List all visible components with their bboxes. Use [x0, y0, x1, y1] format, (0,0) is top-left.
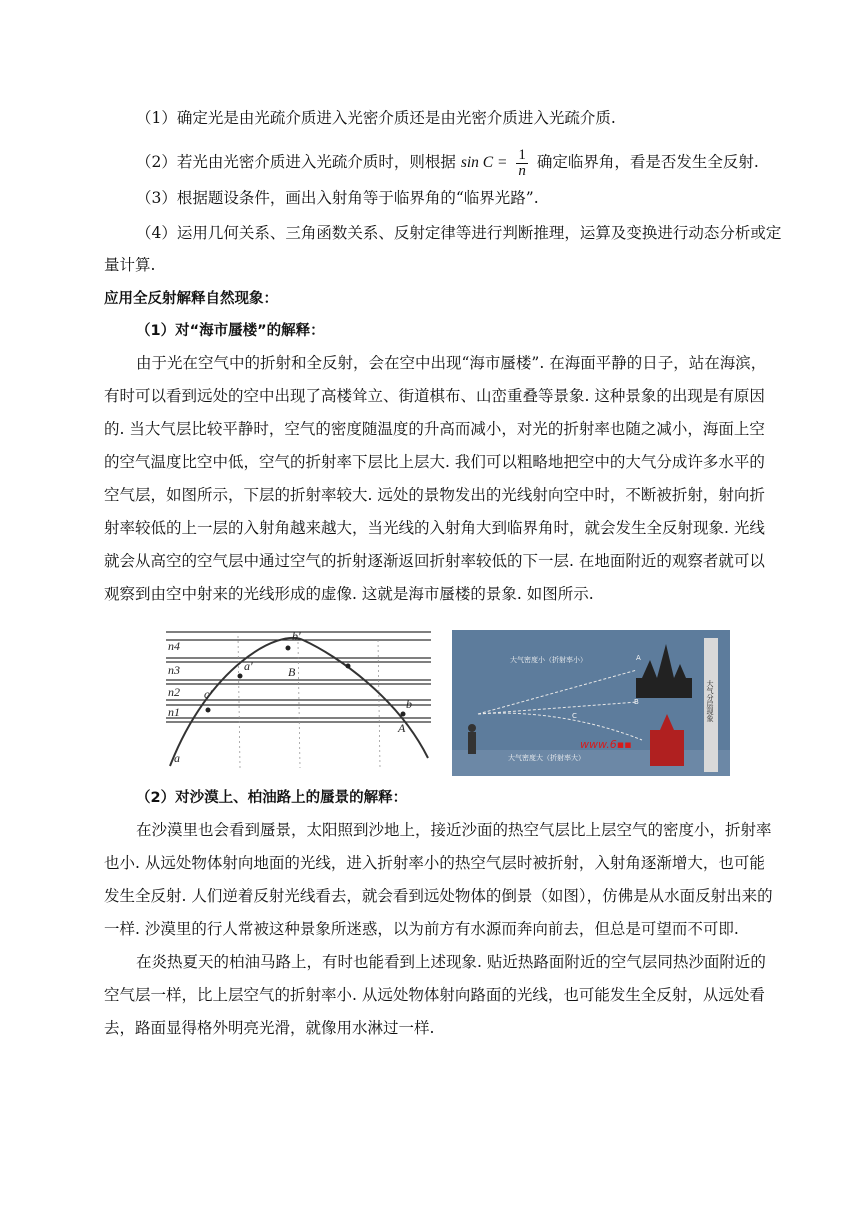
point-label: b — [406, 697, 412, 711]
mirage-illustration — [452, 630, 730, 776]
paragraph-line: 空气层，如图所示，下层的折射率较大. 远处的景物发出的光线射向空中时，不断被折射，射向折 — [104, 486, 765, 504]
paragraph-line: 的. 当大气层比较平静时，空气的密度随温度的升高而减小，对光的折射率也随之减小，海面上空 — [104, 420, 765, 438]
sine-formula: sin C = — [460, 154, 508, 171]
step-3: （3）根据题设条件，画出入射角等于临界角的“临界光路”. — [136, 189, 539, 207]
point-label: b' — [292, 629, 301, 643]
observer-icon — [468, 724, 476, 754]
step-4-line-2: 量计算. — [104, 256, 156, 274]
point-label: B — [634, 698, 639, 706]
point-label: A — [636, 654, 641, 662]
paragraph-line: 空气层一样，比上层空气的折射率小. 从远处物体射向路面的光线，也可能发生全反射，从远处看 — [104, 986, 765, 1004]
paragraph-line: 由于光在空气中的折射和全反射，会在空中出现“海市蜃楼”. 在海面平静的日子，站在海滨， — [136, 354, 767, 372]
step-2-text: （2）若光由光密介质进入光疏介质时，则根据 — [136, 153, 456, 171]
paragraph-line: 一样. 沙漠里的行人常被这种景象所迷惑，以为前方有水源而奔向前去，但总是可望而不可即. — [104, 920, 739, 938]
paragraph-line: 在炎热夏天的柏油马路上，有时也能看到上述现象. 贴近热路面附近的空气层同热沙面附近的 — [136, 953, 766, 971]
subheading-desert-mirage: （2）对沙漠上、柏油路上的蜃景的解释： — [136, 790, 408, 806]
paragraph-line: 去，路面显得格外明亮光滑，就像用水淋过一样. — [104, 1019, 435, 1037]
point-label: a — [174, 751, 180, 765]
refraction-layers-diagram — [148, 628, 438, 774]
fraction-numerator: 1 — [518, 146, 526, 163]
point-label: A — [398, 721, 406, 735]
point-label: c' — [204, 687, 212, 701]
step-1: （1）确定光是由光疏介质进入光密介质还是由光密介质进入光疏介质. — [136, 109, 616, 127]
fraction — [516, 148, 528, 179]
layer-label-n3: n3 — [168, 663, 180, 677]
watermark: www.6▪▪ — [580, 738, 632, 751]
bottom-label: 大气密度大（折射率大） — [508, 754, 585, 762]
layer-label-n1: n1 — [168, 705, 180, 719]
paragraph-line: 的空气温度比空中低，空气的折射率下层比上层大. 我们可以粗略地把空中的大气分成许多水平的 — [104, 453, 765, 471]
section-heading: 应用全反射解释自然现象： — [104, 291, 278, 307]
step-4-line-1: （4）运用几何关系、三角函数关系、反射定律等进行判断推理，运算及变换进行动态分析或定 — [136, 224, 782, 242]
layer-label-n4: n4 — [168, 639, 180, 653]
point-label: C — [572, 712, 577, 720]
paragraph-line: 就会从高空的空气层中通过空气的折射逐渐返回折射率较低的下一层. 在地面附近的观察者就可以 — [104, 552, 765, 570]
paragraph-line: 在沙漠里也会看到蜃景，太阳照到沙地上，接近沙面的热空气层比上层空气的密度小，折射率 — [136, 821, 772, 839]
subheading-mirage: （1）对“海市蜃楼”的解释： — [136, 323, 325, 339]
paragraph-line: 射率较低的上一层的入射角越来越大，当光线的入射角大到临界角时，就会发生全反射现象. 光线 — [104, 519, 765, 537]
paragraph-line: 发生全反射. 人们逆着反射光线看去，就会看到远处物体的倒景（如图），仿佛是从水面反射出来的 — [104, 887, 773, 905]
fraction-denominator: n — [518, 162, 526, 179]
point-label: a' — [244, 659, 253, 673]
top-label: 大气密度小（折射率小） — [510, 656, 587, 664]
paragraph-line: 观察到由空中射来的光线形成的虚像. 这就是海市蜃楼的景象. 如图所示. — [104, 585, 594, 603]
paragraph-line: 也小. 从远处物体射向地面的光线，进入折射率小的热空气层时被折射，入射角逐渐增大，也可能 — [104, 854, 765, 872]
step-2 — [136, 143, 759, 181]
step-2-text-end: 确定临界角，看是否发生全反射. — [536, 153, 759, 171]
paragraph-line: 有时可以看到远处的空中出现了高楼耸立、街道棋布、山峦重叠等景象. 这种景象的出现是有原因 — [104, 387, 765, 405]
side-label: 大气分层现象 — [706, 680, 714, 722]
point-label: B — [288, 665, 296, 679]
layer-label-n2: n2 — [168, 685, 180, 699]
